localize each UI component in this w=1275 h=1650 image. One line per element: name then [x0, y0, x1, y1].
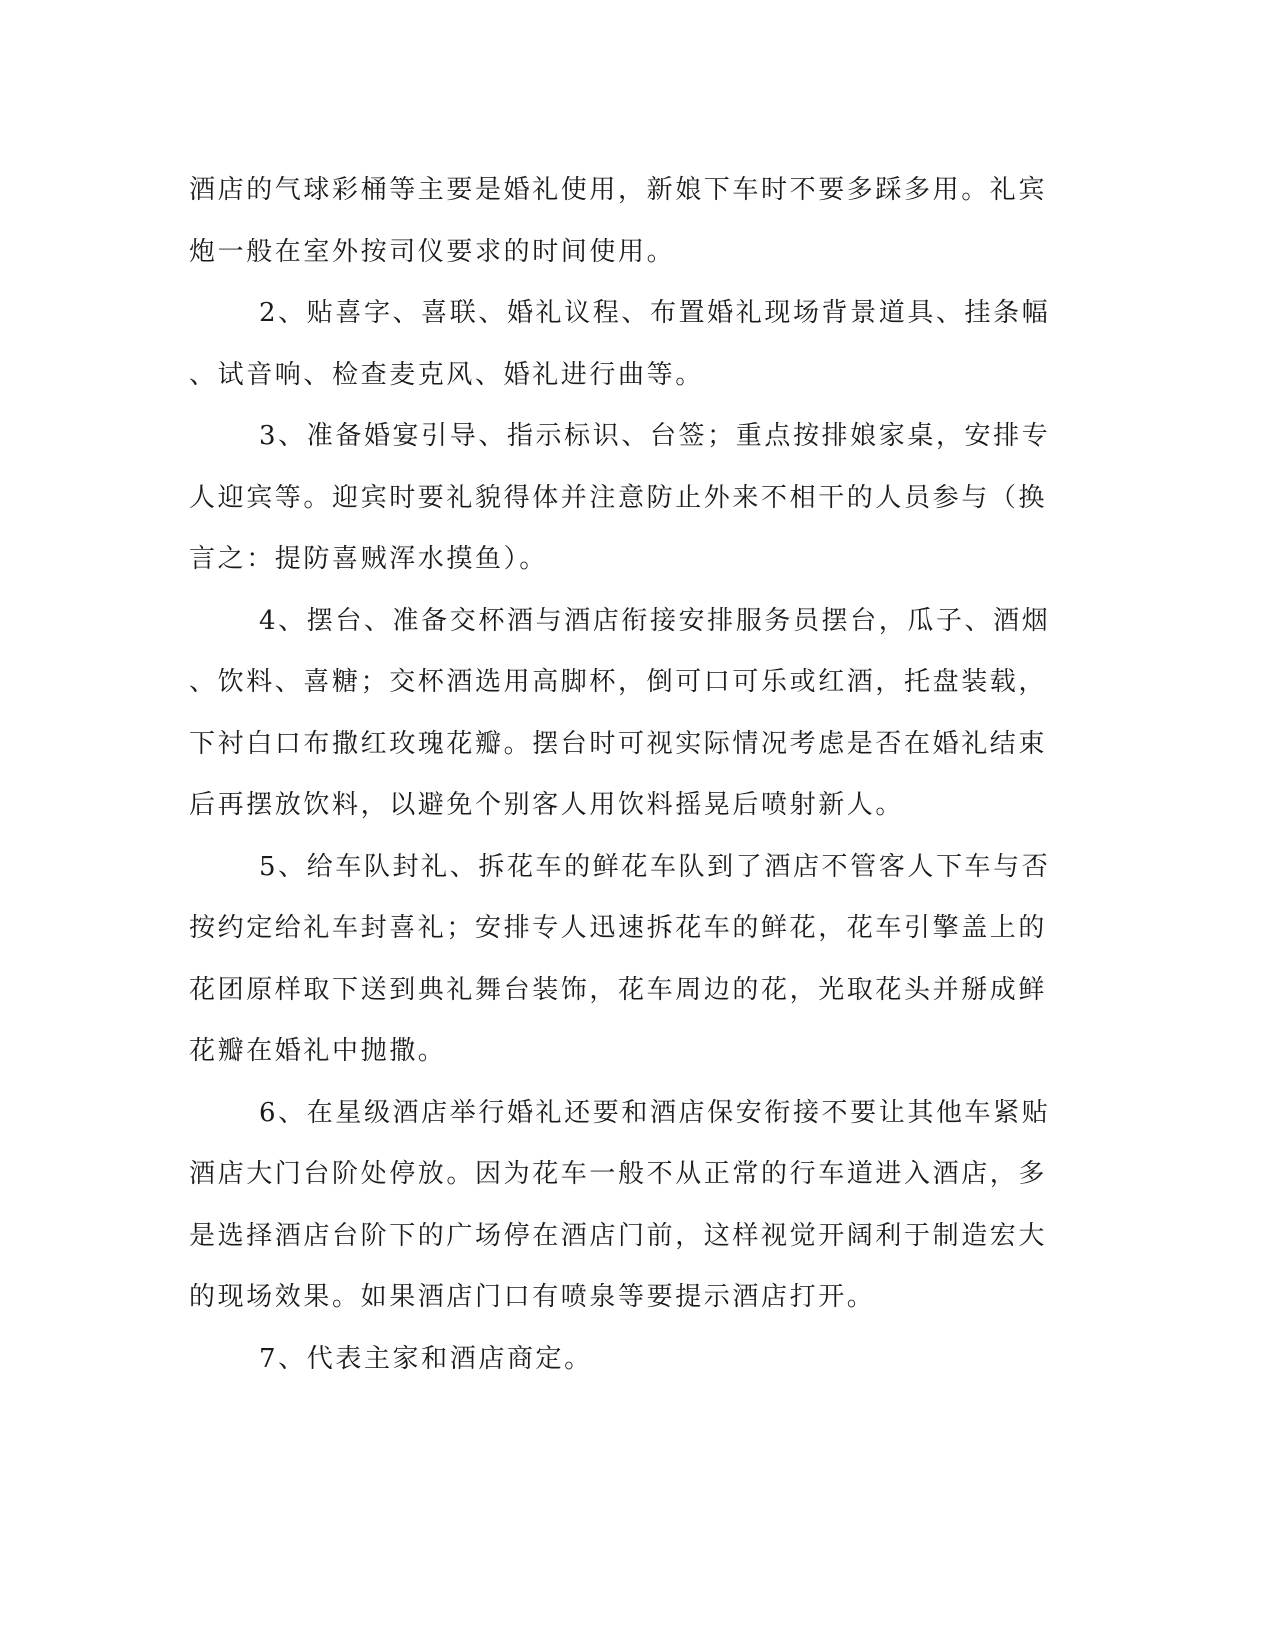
- body-text: [189, 160, 1059, 1390]
- text-line: 人迎宾等。迎宾时要礼貌得体并注意防止外来不相干的人员参与（换: [189, 482, 1048, 513]
- text-line: 后再摆放饮料，以避免个别客人用饮料摇晃后喷射新人。: [189, 790, 905, 820]
- text-line: 、饮料、喜糖；交杯酒选用高脚杯，倒可口可乐或红酒，托盘装载，: [189, 667, 1048, 697]
- text-line: 2、贴喜字、喜联、婚礼议程、布置婚礼现场背景道具、挂条幅: [259, 298, 1051, 328]
- text-line: 、试音响、检查麦克风、婚礼进行曲等。: [189, 359, 704, 390]
- text-line: 花团原样取下送到典礼舞台装饰，花车周边的花，光取花头并掰成鲜: [189, 974, 1048, 1005]
- text-line: 是选择酒店台阶下的广场停在酒店门前，这样视觉开阔利于制造宏大: [189, 1220, 1048, 1251]
- text-line: 下衬白口布撒红玫瑰花瓣。摆台时可视实际情况考虑是否在婚礼结束: [189, 728, 1048, 759]
- text-line: 按约定给礼车封喜礼；安排专人迅速拆花车的鲜花，花车引擎盖上的: [189, 913, 1048, 943]
- text-line: 6、在星级酒店举行婚礼还要和酒店保安衔接不要让其他车紧贴: [259, 1097, 1051, 1128]
- text-line: 花瓣在婚礼中抛撒。: [189, 1036, 447, 1066]
- text-line: 5、给车队封礼、拆花车的鲜花车队到了酒店不管客人下车与否: [259, 851, 1051, 882]
- text-line: 7、代表主家和酒店商定。: [259, 1343, 593, 1374]
- text-line: 炮一般在室外按司仪要求的时间使用。: [189, 236, 676, 267]
- text-line: 酒店的气球彩桶等主要是婚礼使用，新娘下车时不要多踩多用。礼宾: [189, 175, 1048, 205]
- text-line: 的现场效果。如果酒店门口有喷泉等要提示酒店打开。: [189, 1282, 876, 1312]
- text-line: 酒店大门台阶处停放。因为花车一般不从正常的行车道进入酒店，多: [189, 1159, 1048, 1189]
- text-line: 4、摆台、准备交杯酒与酒店衔接安排服务员摆台，瓜子、酒烟: [259, 605, 1051, 636]
- text-line: 3、准备婚宴引导、指示标识、台签；重点按排娘家桌，安排专: [259, 421, 1051, 451]
- text-line: 言之：提防喜贼浑水摸鱼）。: [189, 544, 548, 574]
